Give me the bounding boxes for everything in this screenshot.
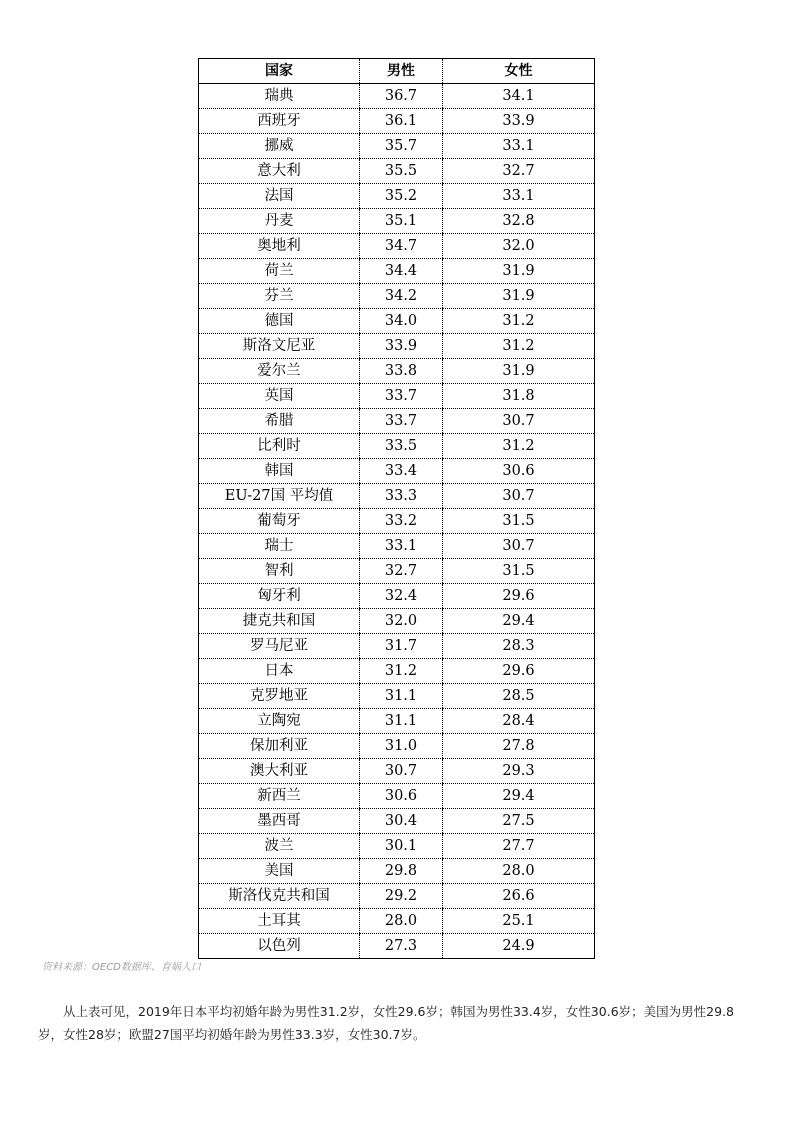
- table-row: [199, 334, 595, 359]
- female-age-cell: 31.8: [443, 384, 595, 409]
- header-male: 男性: [360, 59, 443, 84]
- male-age-cell: 34.7: [360, 234, 443, 259]
- table-row: [199, 459, 595, 484]
- country-cell: 西班牙: [199, 109, 360, 134]
- female-age-cell: 30.7: [443, 484, 595, 509]
- table-header-row: [199, 59, 595, 84]
- female-age-cell: 31.5: [443, 509, 595, 534]
- country-cell: 挪威: [199, 134, 360, 159]
- male-age-cell: 32.0: [360, 609, 443, 634]
- female-age-cell: 31.2: [443, 434, 595, 459]
- female-age-cell: 31.2: [443, 309, 595, 334]
- country-cell: 捷克共和国: [199, 609, 360, 634]
- table-row: [199, 409, 595, 434]
- table-row: [199, 559, 595, 584]
- country-cell: 瑞士: [199, 534, 360, 559]
- table-row: [199, 284, 595, 309]
- male-age-cell: 33.3: [360, 484, 443, 509]
- female-age-cell: 25.1: [443, 909, 595, 934]
- male-age-cell: 33.1: [360, 534, 443, 559]
- female-age-cell: 29.3: [443, 759, 595, 784]
- country-cell: 希腊: [199, 409, 360, 434]
- country-cell: 斯洛文尼亚: [199, 334, 360, 359]
- male-age-cell: 31.2: [360, 659, 443, 684]
- male-age-cell: 35.7: [360, 134, 443, 159]
- table-row: [199, 734, 595, 759]
- table-row: [199, 784, 595, 809]
- country-cell: 土耳其: [199, 909, 360, 934]
- male-age-cell: 34.2: [360, 284, 443, 309]
- male-age-cell: 30.7: [360, 759, 443, 784]
- table-row: [199, 934, 595, 959]
- country-cell: 丹麦: [199, 209, 360, 234]
- male-age-cell: 36.7: [360, 84, 443, 109]
- country-cell: 瑞典: [199, 84, 360, 109]
- country-cell: 澳大利亚: [199, 759, 360, 784]
- male-age-cell: 28.0: [360, 909, 443, 934]
- table-row: [199, 759, 595, 784]
- table-row: [199, 309, 595, 334]
- table-row: [199, 859, 595, 884]
- header-country: 国家: [199, 59, 360, 84]
- male-age-cell: 32.4: [360, 584, 443, 609]
- table-row: [199, 809, 595, 834]
- table-row: [199, 884, 595, 909]
- country-cell: 立陶宛: [199, 709, 360, 734]
- table-row: [199, 84, 595, 109]
- female-age-cell: 33.1: [443, 134, 595, 159]
- male-age-cell: 33.2: [360, 509, 443, 534]
- table-row: [199, 609, 595, 634]
- country-cell: 保加利亚: [199, 734, 360, 759]
- country-cell: 法国: [199, 184, 360, 209]
- table-row: [199, 634, 595, 659]
- female-age-cell: 27.7: [443, 834, 595, 859]
- female-age-cell: 31.9: [443, 284, 595, 309]
- female-age-cell: 31.9: [443, 259, 595, 284]
- marriage-age-table: [198, 58, 595, 959]
- female-age-cell: 29.6: [443, 659, 595, 684]
- country-cell: 罗马尼亚: [199, 634, 360, 659]
- table-row: [199, 384, 595, 409]
- country-cell: 荷兰: [199, 259, 360, 284]
- country-cell: 日本: [199, 659, 360, 684]
- country-cell: 匈牙利: [199, 584, 360, 609]
- male-age-cell: 35.2: [360, 184, 443, 209]
- female-age-cell: 27.8: [443, 734, 595, 759]
- country-cell: 韩国: [199, 459, 360, 484]
- country-cell: 爱尔兰: [199, 359, 360, 384]
- table-row: [199, 534, 595, 559]
- female-age-cell: 28.0: [443, 859, 595, 884]
- female-age-cell: 28.5: [443, 684, 595, 709]
- female-age-cell: 31.9: [443, 359, 595, 384]
- table-row: [199, 359, 595, 384]
- country-cell: 克罗地亚: [199, 684, 360, 709]
- table-row: [199, 434, 595, 459]
- male-age-cell: 30.6: [360, 784, 443, 809]
- country-cell: 德国: [199, 309, 360, 334]
- male-age-cell: 30.1: [360, 834, 443, 859]
- country-cell: 斯洛伐克共和国: [199, 884, 360, 909]
- table-row: [199, 509, 595, 534]
- marriage-age-table-container: [198, 58, 594, 959]
- country-cell: 比利时: [199, 434, 360, 459]
- male-age-cell: 33.9: [360, 334, 443, 359]
- female-age-cell: 30.6: [443, 459, 595, 484]
- female-age-cell: 24.9: [443, 934, 595, 959]
- male-age-cell: 35.5: [360, 159, 443, 184]
- female-age-cell: 33.9: [443, 109, 595, 134]
- country-cell: 以色列: [199, 934, 360, 959]
- female-age-cell: 31.5: [443, 559, 595, 584]
- country-cell: 意大利: [199, 159, 360, 184]
- table-row: [199, 834, 595, 859]
- female-age-cell: 32.8: [443, 209, 595, 234]
- summary-paragraph-container: [38, 1000, 758, 1046]
- male-age-cell: 31.1: [360, 709, 443, 734]
- female-age-cell: 27.5: [443, 809, 595, 834]
- female-age-cell: 29.6: [443, 584, 595, 609]
- country-cell: 英国: [199, 384, 360, 409]
- country-cell: EU-27国 平均值: [199, 484, 360, 509]
- female-age-cell: 29.4: [443, 609, 595, 634]
- table-row: [199, 109, 595, 134]
- table-row: [199, 234, 595, 259]
- male-age-cell: 27.3: [360, 934, 443, 959]
- male-age-cell: 29.8: [360, 859, 443, 884]
- country-cell: 奥地利: [199, 234, 360, 259]
- male-age-cell: 34.0: [360, 309, 443, 334]
- table-body: [199, 84, 595, 959]
- table-row: [199, 484, 595, 509]
- female-age-cell: 30.7: [443, 409, 595, 434]
- table-row: [199, 134, 595, 159]
- summary-paragraph: 从上表可见，2019年日本平均初婚年龄为男性31.2岁，女性29.6岁；韩国为男性33.4岁，女性30.6岁；美国为男性29.8岁，女性28岁；欧盟27国平均初婚年龄为男性33.3岁，女性30.7岁。: [38, 1004, 734, 1042]
- table-row: [199, 209, 595, 234]
- country-cell: 芬兰: [199, 284, 360, 309]
- male-age-cell: 33.4: [360, 459, 443, 484]
- male-age-cell: 33.7: [360, 384, 443, 409]
- table-row: [199, 159, 595, 184]
- female-age-cell: 30.7: [443, 534, 595, 559]
- female-age-cell: 28.3: [443, 634, 595, 659]
- country-cell: 葡萄牙: [199, 509, 360, 534]
- table-row: [199, 259, 595, 284]
- country-cell: 波兰: [199, 834, 360, 859]
- female-age-cell: 26.6: [443, 884, 595, 909]
- country-cell: 墨西哥: [199, 809, 360, 834]
- male-age-cell: 34.4: [360, 259, 443, 284]
- male-age-cell: 31.0: [360, 734, 443, 759]
- male-age-cell: 33.8: [360, 359, 443, 384]
- table-row: [199, 184, 595, 209]
- male-age-cell: 36.1: [360, 109, 443, 134]
- table-row: [199, 584, 595, 609]
- male-age-cell: 31.7: [360, 634, 443, 659]
- male-age-cell: 30.4: [360, 809, 443, 834]
- male-age-cell: 32.7: [360, 559, 443, 584]
- female-age-cell: 34.1: [443, 84, 595, 109]
- header-female: 女性: [443, 59, 595, 84]
- female-age-cell: 29.4: [443, 784, 595, 809]
- female-age-cell: 28.4: [443, 709, 595, 734]
- male-age-cell: 31.1: [360, 684, 443, 709]
- source-note: 资料来源：OECD数据库、育娲人口: [42, 962, 201, 973]
- country-cell: 智利: [199, 559, 360, 584]
- female-age-cell: 31.2: [443, 334, 595, 359]
- male-age-cell: 33.7: [360, 409, 443, 434]
- male-age-cell: 35.1: [360, 209, 443, 234]
- male-age-cell: 29.2: [360, 884, 443, 909]
- female-age-cell: 33.1: [443, 184, 595, 209]
- table-row: [199, 909, 595, 934]
- table-row: [199, 709, 595, 734]
- country-cell: 美国: [199, 859, 360, 884]
- male-age-cell: 33.5: [360, 434, 443, 459]
- table-row: [199, 684, 595, 709]
- female-age-cell: 32.0: [443, 234, 595, 259]
- country-cell: 新西兰: [199, 784, 360, 809]
- female-age-cell: 32.7: [443, 159, 595, 184]
- table-row: [199, 659, 595, 684]
